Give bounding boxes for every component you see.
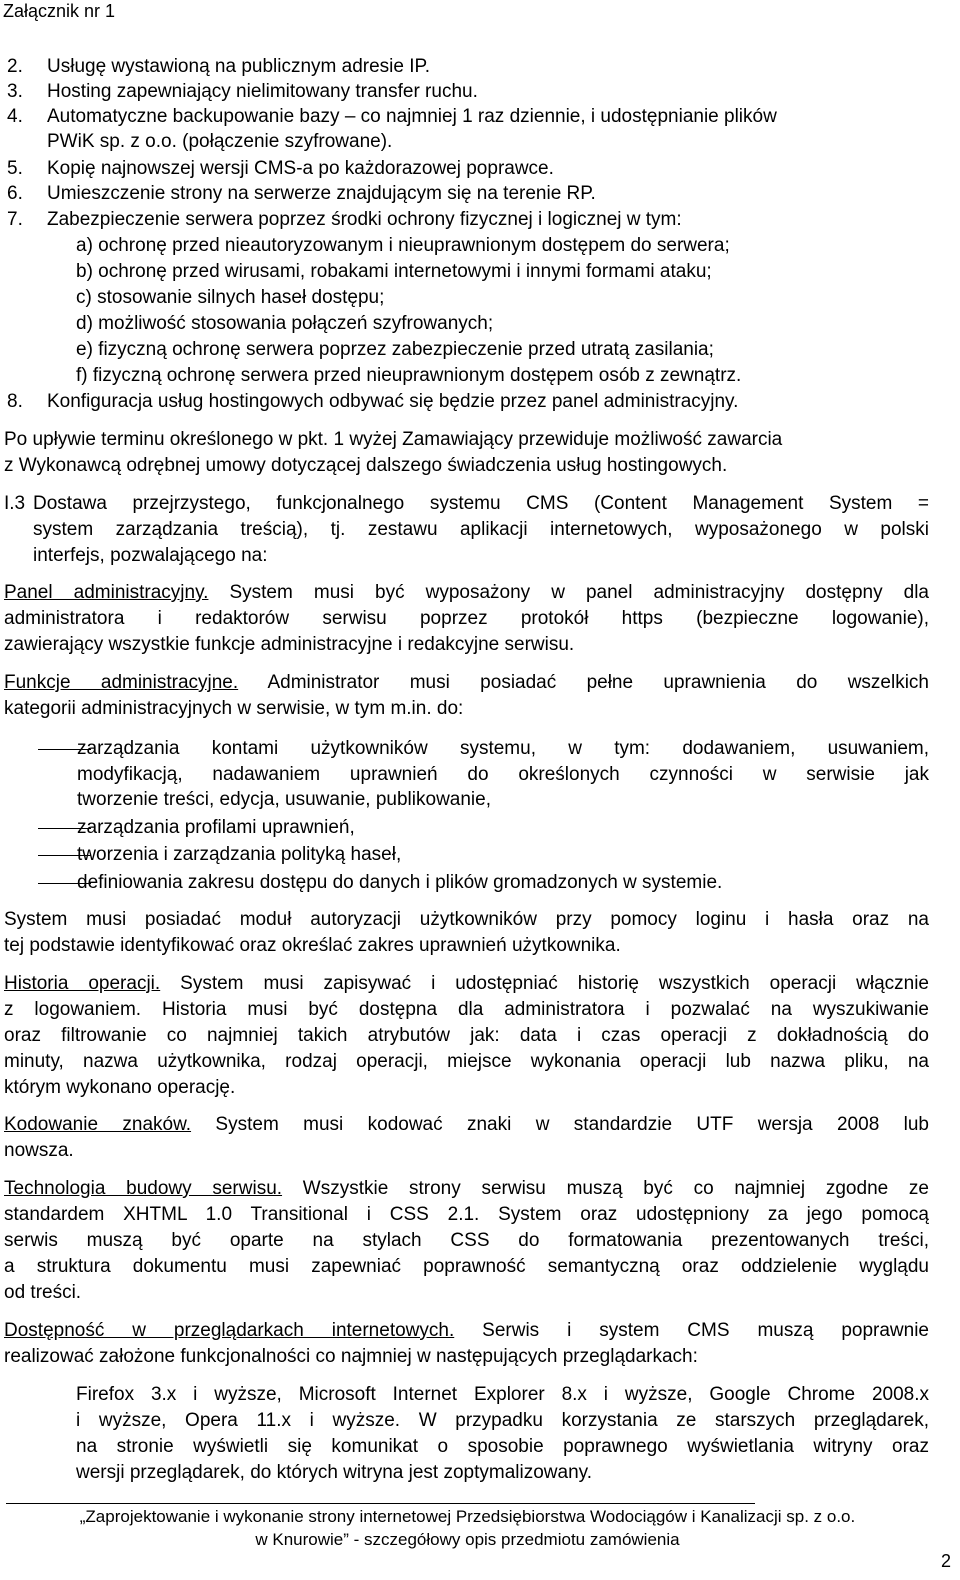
footer-line: „Zaprojektowanie i wykonanie strony internetowej Przedsiębiorstwa Wodociągów i Kanalizacji sp. z o.o.: [79, 1507, 856, 1526]
list-text: Automatyczne backupowanie bazy – co najmniej 1 raz dziennie, i udostępnianie plików: [47, 106, 777, 127]
section-line: Dostawa przejrzystego, funkcjonalnego systemu CMS (Content Management System =: [33, 493, 929, 514]
indented-line: wersji przeglądarek, do których witryna jest zoptymalizowany.: [76, 1462, 593, 1483]
footer-line: w Knurowie” - szczegółowy opis przedmiotu zamówienia: [255, 1530, 680, 1549]
paragraph-line: kategorii administracyjnych w serwisie, w tym m.in. do:: [4, 698, 464, 719]
list-text: Umieszczenie strony na serwerze znajdującym się na terenie RP.: [47, 183, 596, 204]
list-number: 5.: [7, 158, 23, 179]
sub-list-item: e) fizyczną ochronę serwera poprzez zabezpieczenie przed utratą zasilania;: [76, 339, 714, 360]
paragraph-heading: Funkcje administracyjne.: [4, 672, 239, 693]
paragraph-line: z logowaniem. Historia musi być dostępna dla administratora i pozwalać na wyszukiwanie: [4, 999, 929, 1020]
paragraph-line: oraz filtrowanie co najmniej takich atrybutów jak: data i czas operacji z dokładnością do: [4, 1025, 929, 1046]
paragraph-line: serwis muszą być oparte na stylach CSS do formatowania prezentowanych treści,: [4, 1230, 929, 1251]
indented-line: na stronie wyświetli się komunikat o sposobie poprawnego wyświetlania witryny oraz: [76, 1436, 929, 1457]
paragraph-line: Po upływie terminu określonego w pkt. 1 wyżej Zamawiający przewiduje możliwość zawarcia: [4, 429, 783, 450]
paragraph-heading: Dostępność w przeglądarkach internetowych.: [4, 1320, 455, 1341]
list-text: Hosting zapewniający nielimitowany transfer ruchu.: [47, 81, 478, 102]
list-number: 6.: [7, 183, 23, 204]
page-number: 2: [941, 1551, 952, 1571]
paragraph-heading: Technologia budowy serwisu.: [4, 1178, 283, 1199]
list-number: 3.: [7, 81, 23, 102]
paragraph-text: Wszystkie strony serwisu muszą być co najmniej zgodne ze: [282, 1178, 929, 1199]
list-text: Zabezpieczenie serwera poprzez środki ochrony fizycznej i logicznej w tym:: [47, 209, 682, 230]
paragraph-text: System musi być wyposażony w panel administracyjny dostępny dla: [208, 582, 929, 603]
paragraph-text: System musi zapisywać i udostępniać historię wszystkich operacji włącznie: [160, 973, 930, 994]
footer-separator: [6, 1503, 755, 1504]
section-number: I.3: [4, 493, 26, 514]
paragraph-line: od treści.: [4, 1282, 82, 1303]
sub-list-item: f) fizyczną ochronę serwera przed nieuprawnionym dostępem osób z zewnątrz.: [76, 365, 742, 386]
paragraph-line: nowsza.: [4, 1140, 74, 1161]
bullet-line: definiowania zakresu dostępu do danych i plików gromadzonych w systemie.: [77, 872, 723, 893]
bullet-line: modyfikacją, nadawaniem uprawnień do określonych czynności w serwisie jak: [77, 764, 929, 785]
paragraph-line: realizować założone funkcjonalności co najmniej w następujących przeglądarkach:: [4, 1346, 698, 1367]
list-item-continuation: PWiK sp. z o.o. (połączenie szyfrowane).: [47, 131, 393, 152]
list-number: 4.: [7, 106, 23, 127]
bullet-line: zarządzania kontami użytkowników systemu, w tym: dodawaniem, usuwaniem,: [77, 738, 929, 759]
list-number: 8.: [7, 391, 23, 412]
section-line: system zarządzania treścią), tj. zestawu aplikacji internetowych, wyposażonego w polski: [33, 519, 929, 540]
list-text: Konfiguracja usług hostingowych odbywać się będzie przez panel administracyjny.: [47, 391, 739, 412]
page-header: Załącznik nr 1: [3, 1, 116, 21]
paragraph-line: [4, 581, 929, 605]
section-line: interfejs, pozwalającego na:: [33, 545, 268, 566]
paragraph-line: administratora i redaktorów serwisu poprzez protokół https (bezpieczne logowanie),: [4, 608, 929, 629]
paragraph-line: tej podstawie identyfikować oraz określać zakres uprawnień użytkownika.: [4, 935, 621, 956]
paragraph-line: a struktura dokumentu musi zapewniać poprawność semantyczną oraz oddzielenie wyglądu: [4, 1256, 929, 1277]
paragraph-line: zawierający wszystkie funkcje administracyjne i redakcyjne serwisu.: [4, 634, 575, 655]
paragraph-line: [4, 1113, 929, 1137]
paragraph-line: standardem XHTML 1.0 Transitional i CSS 2.1. System oraz udostępniony za jego pomocą: [4, 1204, 929, 1225]
list-text: Usługę wystawioną na publicznym adresie IP.: [47, 56, 431, 77]
sub-list-item: b) ochronę przed wirusami, robakami internetowymi i innymi formami ataku;: [76, 261, 712, 282]
paragraph-line: którym wykonano operację.: [4, 1077, 236, 1098]
bullet-line: tworzenie treści, edycja, usuwanie, publikowanie,: [77, 789, 491, 810]
list-text: Kopię najnowszej wersji CMS-a po każdorazowej poprawce.: [47, 158, 554, 179]
paragraph-heading: Historia operacji.: [4, 973, 161, 994]
paragraph-heading: Panel administracyjny.: [4, 582, 209, 603]
paragraph-text: System musi kodować znaki w standardzie UTF wersja 2008 lub: [191, 1114, 929, 1135]
bullet-line: tworzenia i zarządzania polityką haseł,: [77, 844, 402, 865]
paragraph-line: System musi posiadać moduł autoryzacji użytkowników przy pomocy loginu i hasła oraz na: [4, 909, 929, 930]
paragraph-line: [4, 671, 929, 695]
list-number: 7.: [7, 209, 23, 230]
paragraph-line: z Wykonawcą odrębnej umowy dotyczącej dalszego świadczenia usług hostingowych.: [4, 455, 728, 476]
list-number: 2.: [7, 56, 23, 77]
indented-line: Firefox 3.x i wyższe, Microsoft Internet Explorer 8.x i wyższe, Google Chrome 2008.x: [76, 1384, 929, 1405]
sub-list-item: c) stosowanie silnych haseł dostępu;: [76, 287, 385, 308]
paragraph-text: Serwis i system CMS muszą poprawnie: [454, 1320, 929, 1341]
paragraph-line: [4, 1177, 929, 1201]
indented-line: i wyższe, Opera 11.x i wyższe. W przypadku korzystania ze starszych przeglądarek,: [76, 1410, 929, 1431]
paragraph-text: Administrator musi posiadać pełne uprawnienia do wszelkich: [238, 672, 929, 693]
bullet-line: zarządzania profilami uprawnień,: [77, 817, 355, 838]
paragraph-line: [4, 1319, 929, 1343]
sub-list-item: a) ochronę przed nieautoryzowanym i nieuprawnionym dostępem do serwera;: [76, 235, 730, 256]
paragraph-heading: Kodowanie znaków.: [4, 1114, 192, 1135]
sub-list-item: d) możliwość stosowania połączeń szyfrowanych;: [76, 313, 494, 334]
paragraph-line: minuty, nazwa użytkownika, rodzaj operacji, miejsce wykonania operacji lub nazwa pliku, na: [4, 1051, 929, 1072]
paragraph-line: [4, 972, 929, 996]
